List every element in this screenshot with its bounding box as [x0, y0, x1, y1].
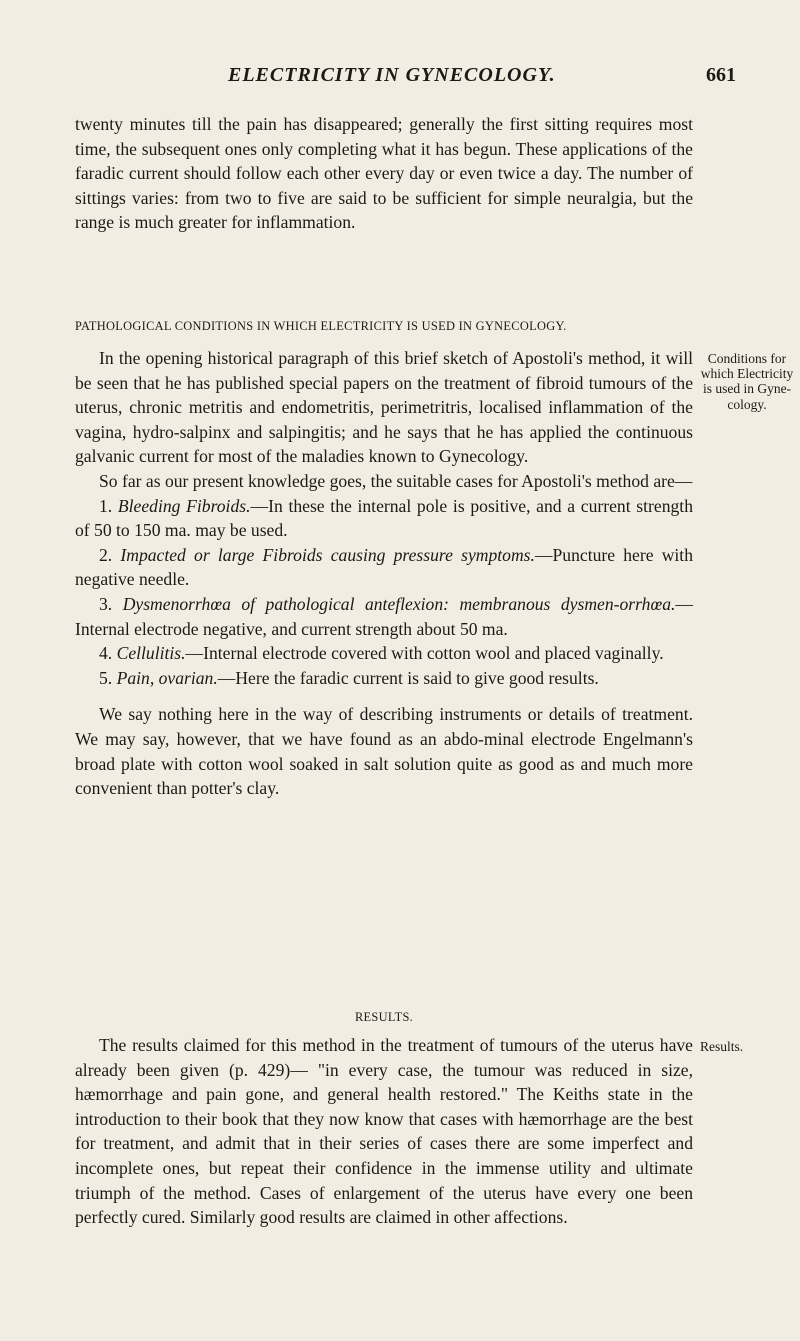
list-item-number: 4. — [99, 643, 117, 664]
list-item-text: —Internal electrode covered with cotton wool and placed vaginally. — [185, 643, 664, 664]
conditions-margin-note: Conditions for which Electricity is used in Gyne-cology. — [700, 351, 794, 412]
list-item-number: 3. — [99, 593, 123, 614]
page-header — [0, 64, 800, 94]
conditions-body — [75, 346, 693, 801]
list-item-number: 2. — [99, 544, 121, 565]
list-item-title: Cellulitis. — [116, 643, 186, 664]
results-body — [75, 1033, 693, 1230]
conditions-paragraph-3: We say nothing here in the way of describing instruments or details of treatment. We may say, however, that we have found as an abdo-minal electrode Engelmann's broad plate with cotton wool soaked in salt solution quite as good as and much more convenient than potter's clay. — [75, 704, 693, 799]
conditions-heading: PATHOLOGICAL CONDITIONS IN WHICH ELECTRICITY IS USED IN GYNECOLOGY. — [75, 319, 567, 333]
results-paragraph: The results claimed for this method in the treatment of tumours of the uterus have already been given (p. 429)— "in every case, the tumour was reduced in size, hæmorrhage and pain gone, and general health restored." The Keiths state in the introduction to their book that they now know that cases with hæmorrhage are the best for treatment, and admit that in their series of cases there are some imperfect and incomplete ones, but repeat their confidence in the immense utility and ultimate triumph of the method. Cases of enlargement of the uterus have every one been perfectly cured. Similarly good results are claimed in other affections. — [75, 1035, 693, 1228]
page-number: 661 — [706, 64, 736, 86]
results-heading: RESULTS. — [354, 1010, 414, 1024]
list-item-title: Dysmenorrhœa of pathological anteflexion: membranous dysmen-orrhœa. — [122, 593, 676, 614]
list-item — [75, 543, 693, 592]
conditions-paragraph-2: So far as our present knowledge goes, the suitable cases for Apostoli's method are— — [99, 470, 693, 491]
list-item-title: Impacted or large Fibroids causing pressure symptoms. — [120, 544, 535, 565]
list-item — [75, 494, 693, 543]
list-item-title: Bleeding Fibroids. — [117, 495, 251, 516]
list-item-text: —Internal electrode negative, and current strength about 50 ma. — [75, 593, 693, 639]
list-item — [75, 641, 693, 666]
intro-paragraph: twenty minutes till the pain has disappeared; generally the first sitting requires most time, the subsequent ones only completing what it has begun. These applications of the faradic current should follow each other every day or even twice a day. The number of sittings varies: from two to five are said to be sufficient for simple neuralgia, but the range is much greater for inflammation. — [75, 114, 693, 233]
conditions-paragraph-1: In the opening historical paragraph of this brief sketch of Apostoli's method, it will be seen that he has published special papers on the treatment of fibroid tumours of the uterus, chronic metritis and endometritis, perimetritris, localised inflammation of the vagina, hydro-salpinx and salpingitis; and he says that he has applied the continuous galvanic current for most of the maladies known to Gynecology. — [75, 348, 693, 467]
list-item-text: —Here the faradic current is said to give good results. — [217, 667, 599, 688]
list-item-title: Pain, ovarian. — [116, 667, 218, 688]
results-margin-note: Results. — [700, 1039, 744, 1054]
list-item-number: 5. — [99, 667, 117, 688]
list-item — [75, 666, 693, 691]
list-item-text: —Puncture here with negative needle. — [75, 544, 693, 590]
list-item — [75, 592, 693, 641]
running-title: ELECTRICITY IN GYNECOLOGY. — [228, 64, 556, 86]
list-item-text: —In these the internal pole is positive, and a current strength of 50 to 150 ma. may be used. — [75, 495, 693, 541]
list-item-number: 1. — [99, 495, 118, 516]
intro-paragraph-block — [75, 112, 693, 235]
